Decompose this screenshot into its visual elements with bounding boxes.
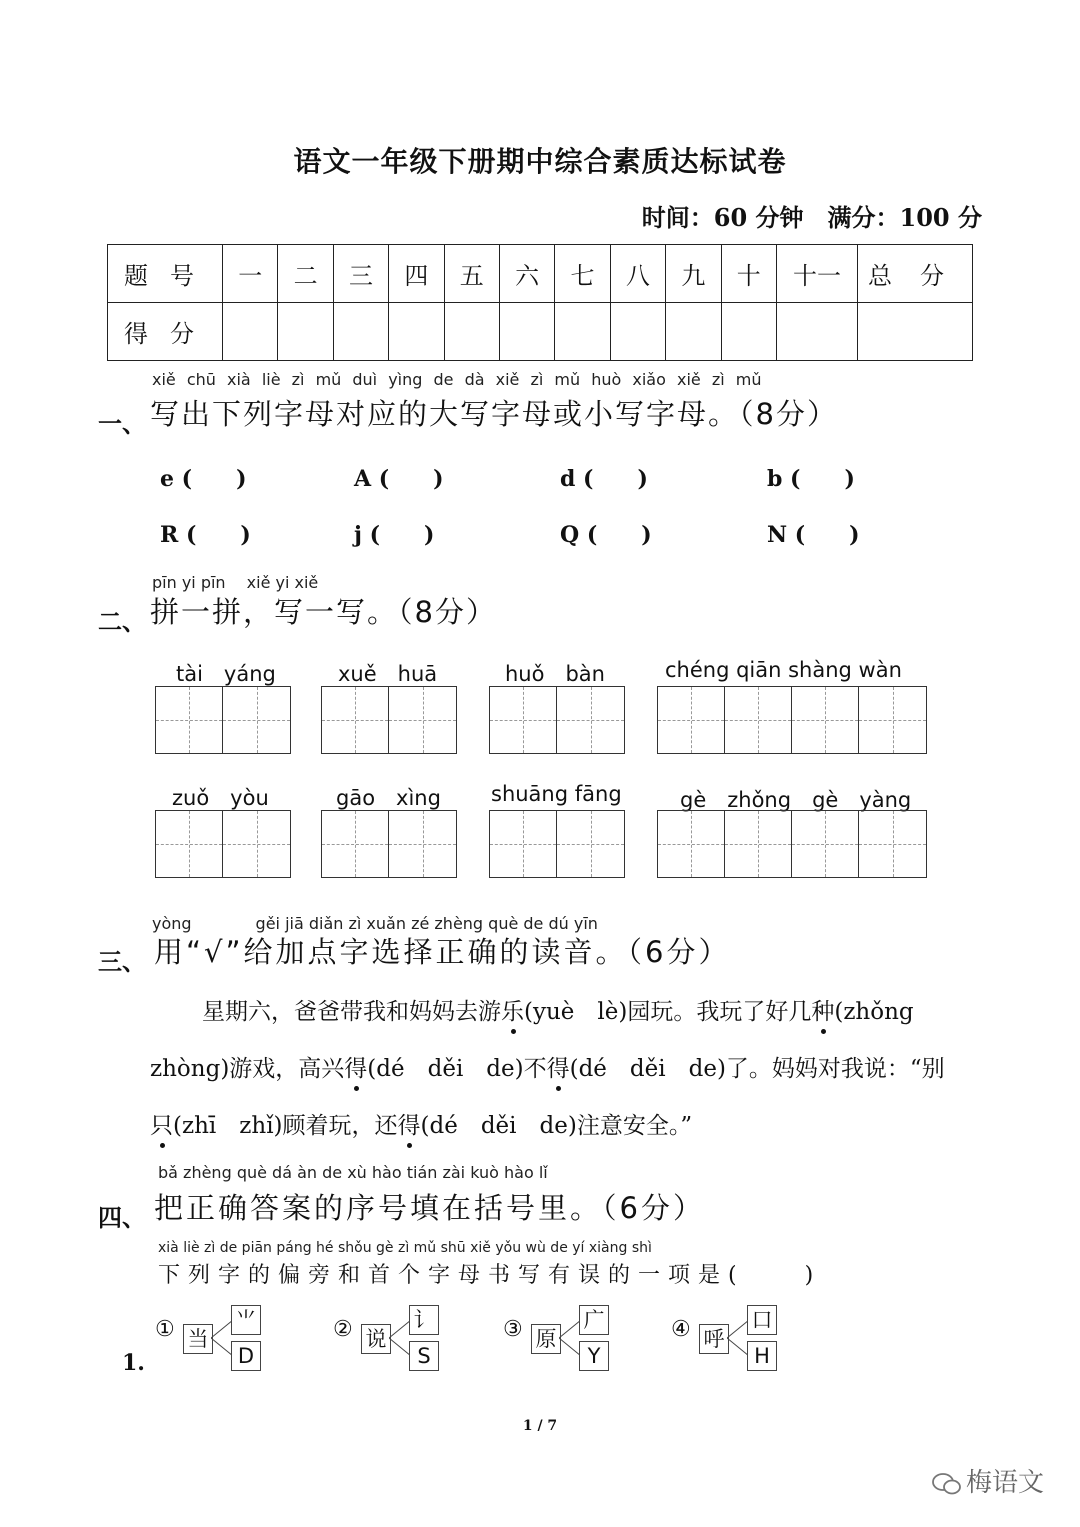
score-cell[interactable] xyxy=(858,303,973,361)
section4-number: 四、 xyxy=(98,1203,146,1232)
score-col: 二 xyxy=(278,245,333,303)
score-cell[interactable] xyxy=(610,303,665,361)
grid-cell[interactable] xyxy=(792,811,859,877)
word-pinyin: gè zhǒng gè yàng xyxy=(680,788,912,812)
exam-meta: 时间：60 分钟 满分：100 分 xyxy=(641,203,982,232)
option-radical: ⺌ xyxy=(231,1305,261,1335)
grid-cell[interactable] xyxy=(725,811,792,877)
option-radical: 讠 xyxy=(409,1305,439,1335)
score-col: 十一 xyxy=(777,245,858,303)
option-3[interactable]: ③ 原 广 Y xyxy=(503,1305,623,1377)
grid-cell[interactable] xyxy=(792,687,859,753)
letter-item[interactable]: Q ( ) xyxy=(560,522,652,548)
score-col: 六 xyxy=(499,245,554,303)
option-letter: Y xyxy=(579,1341,609,1371)
word-pinyin: huǒ bàn xyxy=(505,662,605,686)
question1-number: 1. xyxy=(122,1350,145,1376)
section1-pinyin: xiě chū xià liè zì mǔ duì yìng de dà xiě zì mǔ huò xiǎo xiě zì mǔ xyxy=(152,370,762,389)
score-cell[interactable] xyxy=(666,303,721,361)
tianzige-grid[interactable] xyxy=(489,686,625,754)
word-pinyin: xuě huā xyxy=(338,662,438,686)
score-cell[interactable] xyxy=(333,303,388,361)
branch-lines xyxy=(389,1305,411,1377)
score-col: 一 xyxy=(223,245,278,303)
passage-line-2: zhòng)游戏，高兴得(dé děi de)不得(dé děi de)了。妈妈对我说：“别 xyxy=(150,1056,945,1082)
letter-item[interactable]: j ( ) xyxy=(354,522,435,548)
section3-instruction: 用“√”给加点字选择正确的读音。（6分） xyxy=(154,935,731,969)
option-letter: D xyxy=(231,1341,261,1371)
section1-number: 一、 xyxy=(98,409,146,438)
option-char: 说 xyxy=(361,1324,391,1354)
score-col: 八 xyxy=(610,245,665,303)
grid-cell[interactable] xyxy=(658,811,725,877)
score-col: 七 xyxy=(555,245,610,303)
letter-item[interactable]: b ( ) xyxy=(767,466,855,492)
score-col: 十 xyxy=(721,245,776,303)
branch-lines xyxy=(211,1305,233,1377)
passage-line-1: 星期六，爸爸带我和妈妈去游乐(yuè lè)园玩。我玩了好几种(zhǒng xyxy=(202,999,914,1025)
grid-cell[interactable] xyxy=(389,811,456,877)
grid-cell[interactable] xyxy=(322,687,389,753)
section3-pinyin: yòng gěi jiā diǎn zì xuǎn zé zhèng què de dú yīn xyxy=(152,914,598,933)
score-row-label: 得分 xyxy=(108,303,223,361)
option-4[interactable]: ④ 呼 口 H xyxy=(671,1305,791,1377)
watermark: 梅语文 xyxy=(932,1462,1044,1499)
section2-pinyin: pīn yi pīn xiě yi xiě xyxy=(152,573,319,592)
letter-item[interactable]: N ( ) xyxy=(767,522,860,548)
grid-cell[interactable] xyxy=(859,687,926,753)
tianzige-grid[interactable] xyxy=(155,686,291,754)
score-col: 九 xyxy=(666,245,721,303)
score-col: 五 xyxy=(444,245,499,303)
score-cell[interactable] xyxy=(777,303,858,361)
question1-text: 下列字的偏旁和首个字母书写有误的一项是( ) xyxy=(158,1263,822,1288)
score-table-label: 题号 xyxy=(108,245,223,303)
option-2[interactable]: ② 说 讠 S xyxy=(333,1305,453,1377)
section4-instruction: 把正确答案的序号填在括号里。（6分） xyxy=(154,1191,705,1225)
score-cell[interactable] xyxy=(444,303,499,361)
section1-instruction: 写出下列字母对应的大写字母或小写字母。（8分） xyxy=(150,397,838,431)
score-cell[interactable] xyxy=(389,303,444,361)
score-col: 三 xyxy=(333,245,388,303)
option-char: 呼 xyxy=(699,1324,729,1354)
word-pinyin: zuǒ yòu xyxy=(172,786,269,810)
grid-cell[interactable] xyxy=(389,687,456,753)
grid-cell[interactable] xyxy=(557,687,624,753)
option-char: 当 xyxy=(183,1324,213,1354)
option-letter: H xyxy=(747,1341,777,1371)
tianzige-grid[interactable] xyxy=(321,686,457,754)
word-pinyin: chéng qiān shàng wàn xyxy=(665,658,902,682)
branch-lines xyxy=(559,1305,581,1377)
score-cell[interactable] xyxy=(555,303,610,361)
section3-number: 三、 xyxy=(98,947,146,976)
tianzige-grid[interactable] xyxy=(321,810,457,878)
tianzige-grid[interactable] xyxy=(489,810,625,878)
letter-item[interactable]: e ( ) xyxy=(160,466,247,492)
grid-cell[interactable] xyxy=(557,811,624,877)
tianzige-grid[interactable] xyxy=(155,810,291,878)
wechat-icon xyxy=(932,1472,962,1496)
section2-number: 二、 xyxy=(98,607,146,636)
score-total-label: 总分 xyxy=(858,245,973,303)
score-table-score-row xyxy=(108,303,973,361)
option-char: 原 xyxy=(531,1324,561,1354)
grid-cell[interactable] xyxy=(490,811,557,877)
score-cell[interactable] xyxy=(499,303,554,361)
section4-pinyin: bǎ zhèng què dá àn de xù hào tián zài kuò hào lǐ xyxy=(158,1163,548,1182)
word-pinyin: tài yáng xyxy=(176,662,276,686)
grid-cell[interactable] xyxy=(725,687,792,753)
section2-instruction: 拼一拼，写一写。（8分） xyxy=(150,595,497,629)
branch-lines xyxy=(727,1305,749,1377)
grid-cell[interactable] xyxy=(156,687,223,753)
page-number: 1 / 7 xyxy=(522,1418,558,1434)
letter-item[interactable]: A ( ) xyxy=(354,466,444,492)
letter-item[interactable]: d ( ) xyxy=(560,466,648,492)
option-letter: S xyxy=(409,1341,439,1371)
grid-cell[interactable] xyxy=(490,687,557,753)
grid-cell[interactable] xyxy=(223,687,290,753)
word-pinyin: gāo xìng xyxy=(336,786,441,810)
score-cell[interactable] xyxy=(721,303,776,361)
word-pinyin: shuāng fāng xyxy=(491,782,622,806)
score-cell[interactable] xyxy=(278,303,333,361)
tianzige-grid[interactable] xyxy=(657,686,927,754)
tianzige-grid[interactable] xyxy=(657,810,927,878)
grid-cell[interactable] xyxy=(859,811,926,877)
grid-cell[interactable] xyxy=(322,811,389,877)
grid-cell[interactable] xyxy=(223,811,290,877)
grid-cell[interactable] xyxy=(156,811,223,877)
option-radical: 口 xyxy=(747,1305,777,1335)
page-title: 语文一年级下册期中综合素质达标试卷 xyxy=(293,145,787,178)
option-radical: 广 xyxy=(579,1305,609,1335)
score-table-header-row xyxy=(108,245,973,303)
score-cell[interactable] xyxy=(223,303,278,361)
grid-cell[interactable] xyxy=(658,687,725,753)
score-col: 四 xyxy=(389,245,444,303)
option-1[interactable]: ① 当 ⺌ D xyxy=(155,1305,275,1377)
letter-item[interactable]: R ( ) xyxy=(160,522,251,548)
score-table xyxy=(107,244,973,361)
passage-line-3: 只(zhī zhǐ)顾着玩，还得(dé děi de)注意安全。” xyxy=(150,1113,693,1139)
question1-pinyin: xià liè zì de piān páng hé shǒu gè zì mǔ shū xiě yǒu wù de yí xiàng shì xyxy=(158,1240,652,1256)
